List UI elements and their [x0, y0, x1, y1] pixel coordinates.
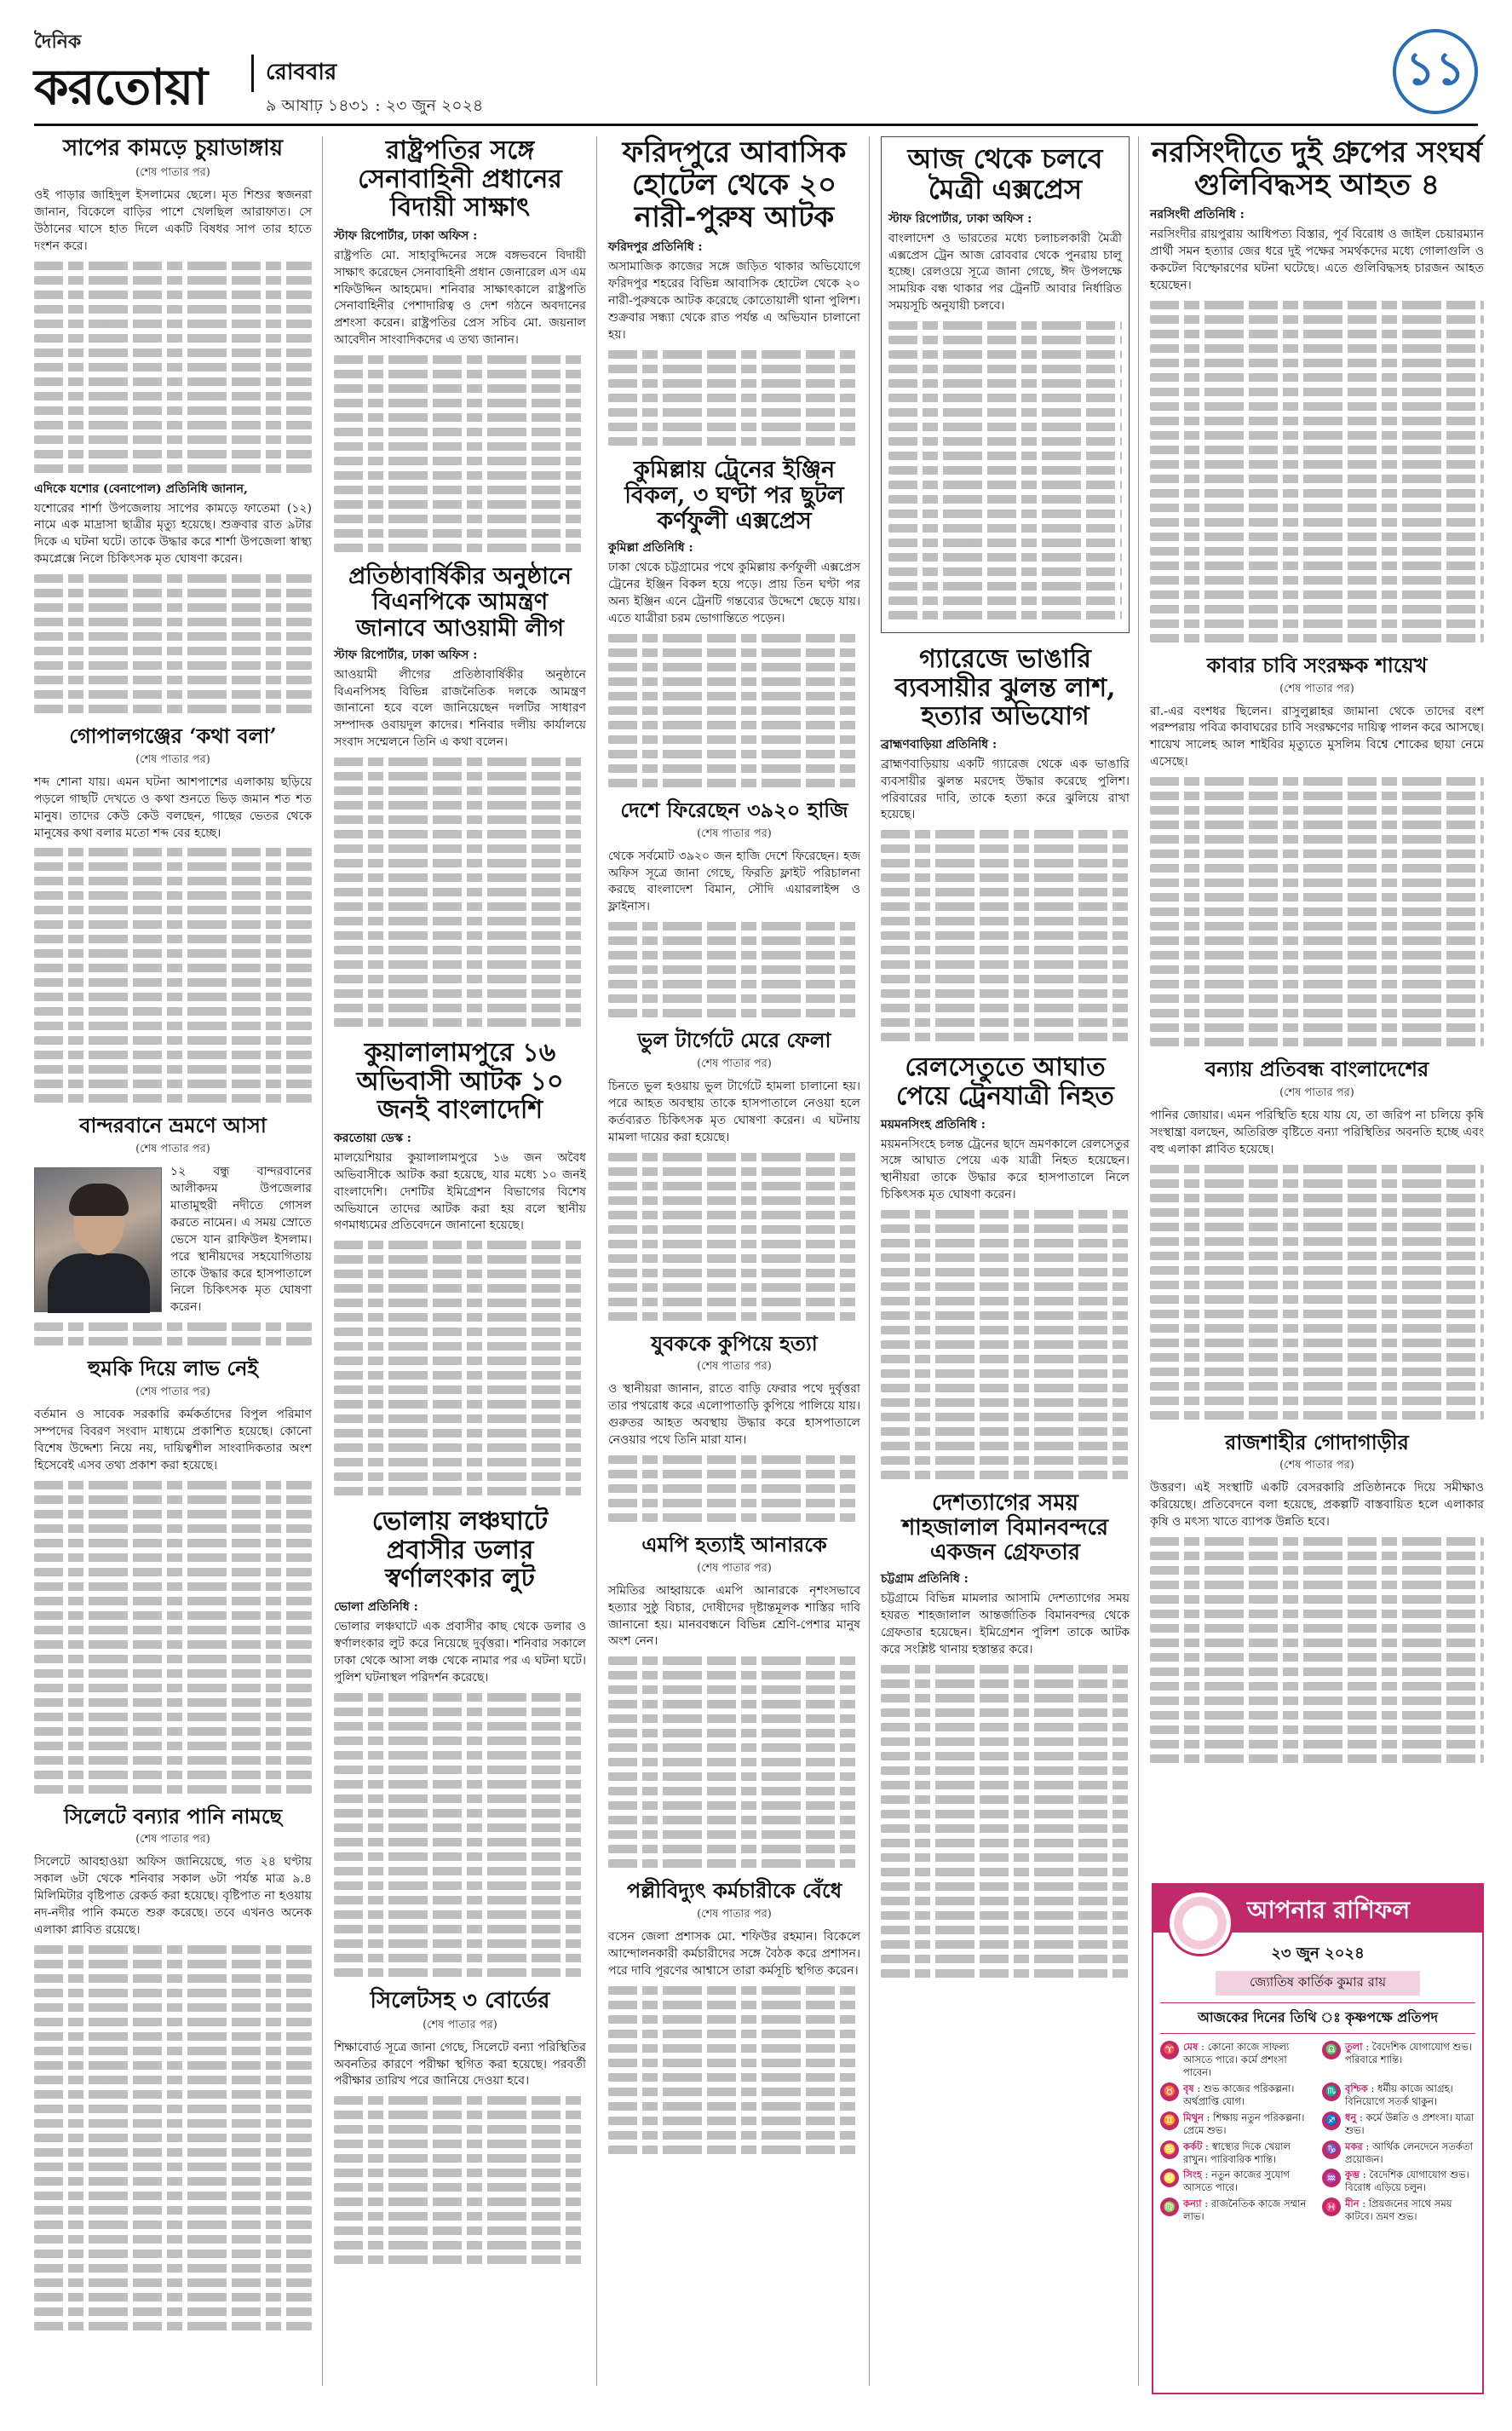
- zodiac-sign-item: [1160, 2140, 1314, 2166]
- zodiac-sign-item: [1322, 2140, 1475, 2166]
- article-body: ময়মনসিংহে চলন্ত ট্রেনের ছাদে ভ্রমণকালে রেলসেতুর সঙ্গে আঘাত পেয়ে এক যাত্রী নিহত হয়েছেন। স্থানীয়রা তাকে উদ্ধার করে হাসপাতালে নিলে চিকিৎসক মৃত ঘোষণা করেন।: [881, 1137, 1130, 1202]
- zodiac-sign-name: তুলা: [1345, 2041, 1363, 2053]
- headline: হুমকি দিয়ে লাভ নেই: [88, 1356, 258, 1381]
- zodiac-sign-text: [1183, 2140, 1314, 2166]
- paper-logo: করতোয়া: [34, 58, 208, 116]
- article-body: ওই পাড়ার জাহিদুল ইসলামের ছেলে। মৃত শিশুর স্বজনরা জানান, বিকেলে বাড়ির পাশে খেলছিল আরাফাত। সে উঠানের ঘাসে হাত দিলে একটি বিষধর সাপ তার হাতে দংশন করে।: [34, 188, 312, 253]
- article-rajshahi-godagari: [1150, 1429, 1484, 1764]
- continuation-note: (শেষ পাতার পর): [135, 752, 210, 766]
- zodiac-symbol-icon: ♉: [1160, 2082, 1179, 2101]
- article-hajj-return: [608, 799, 860, 1017]
- article-body: সমিতির আহ্বায়কে এমপি আনারকে নৃশংসভাবে হত্যার সুষ্ঠু বিচার, দোষীদের দৃষ্টান্তমূলক শাস্তির দাবি জানানো হয়। মানববন্ধনে বিভিন্ন শ্রেণি-পেশার মানুষ অংশ নেন।: [608, 1583, 860, 1649]
- horoscope-title: আপনার রাশিফল: [1247, 1896, 1411, 1924]
- continuation-note: (শেষ পাতার পর): [697, 1561, 772, 1575]
- continuation-note: (শেষ পাতার পর): [135, 166, 210, 180]
- article-body: মালয়েশিয়ার কুয়ালালামপুরে ১৬ জন অবৈধ অভিবাসীকে আটক করা হয়েছে, যার মধ্যে ১০ জনই বাংলাদেশি। দেশটির ইমিগ্রেশন বিভাগের বিশেষ অভিযানে তাদের আটক করা হয় বলে স্থানীয় গণমাধ্যমের প্রতিবেদনে জানানো হয়েছে।: [334, 1150, 586, 1233]
- zodiac-sign-text: [1183, 2082, 1314, 2108]
- news-photo: [34, 1167, 162, 1312]
- article-body: পানির জোয়ার। এমন পরিস্থিতি হয়ে যায় যে, তা জরিপ না চলিয়ে কৃষি সংস্থান্ত্রা বলছেন, অতিরিক্ত বৃষ্টিতে বন্যা পরিস্থিতির অবনতি হচ্ছে এবং বহু এলাকা প্লাবিত হয়েছে।: [1150, 1108, 1484, 1156]
- horoscope-box: [1152, 1883, 1484, 2394]
- continuation-note: (শেষ পাতার পর): [697, 827, 772, 840]
- zodiac-sign-name: বৃষ: [1183, 2082, 1194, 2094]
- article-body: রাষ্ট্রপতি মো. সাহাবুদ্দিনের সঙ্গে বঙ্গভবনে বিদায়ী সাক্ষাৎ করেছেন সেনাবাহিনী প্রধান জেনারেল এস এম শফিউদ্দিন আহমেদ। শনিবার সাক্ষাৎকালে রাষ্ট্রপতি সেনাবাহিনীর পেশাদারিত্ব ও দেশ গঠনে অবদানের প্রশংসা করেন। রাষ্ট্রপতির প্রেস সচিব মো. জয়নাল আবেদীন সাংবাদিকদের এ তথ্য জানান।: [334, 248, 586, 348]
- headline: কাবার চাবি সংরক্ষক শায়েখ: [1206, 652, 1428, 677]
- zodiac-wheel-icon: [1167, 1890, 1233, 1956]
- article-body: রা.-এর বংশধর ছিলেন। রাসুলুল্লাহর জামানা থেকে তাদের বংশ পরম্পরায় পবিত্র কাবাঘরের চাবি সংরক্ষণের দায়িত্ব পালন করে আসছে। শায়েখ সালেহ আল শাইবির মৃত্যুতে মুসলিম বিশ্বে শোকের ছায়া নেমে এসেছে।: [1150, 704, 1484, 769]
- zodiac-sign-text: [1183, 2041, 1314, 2079]
- continuation-note: (শেষ পাতার পর): [1279, 682, 1354, 695]
- byline: চট্টগ্রাম প্রতিনিধি :: [881, 1572, 969, 1587]
- article-body: ভোলার লঞ্চঘাটে এক প্রবাসীর কাছ থেকে ডলার ও স্বর্ণালংকার লুট করে নিয়েছে দুর্বৃত্তরা। শনিবার সকালে ঢাকা থেকে আসা লঞ্চ থেকে নামার পর এ ঘটনা ঘটে। পুলিশ ঘটনাস্থল পরিদর্শন করেছে।: [334, 1620, 586, 1685]
- article-president-army-chief: [334, 136, 586, 552]
- headline: রাষ্ট্রপতির সঙ্গে সেনাবাহিনী প্রধানের বিদায়ী সাক্ষাৎ: [358, 135, 562, 223]
- zodiac-sign-name: ধনু: [1345, 2111, 1357, 2123]
- continuation-note: (শেষ পাতার পর): [135, 1833, 210, 1846]
- article-comilla-train: [608, 458, 860, 787]
- tithi-line: আজকের দিনের তিথি ঃ কৃষ্ণপক্ষে প্রতিপদ: [1160, 2002, 1475, 2034]
- column-4: [881, 136, 1130, 1990]
- zodiac-sign-name: মিথুন: [1183, 2111, 1204, 2123]
- zodiac-sign-forecast: : শুভ কাজের পরিকল্পনা। অর্থপ্রাপ্তি যোগ।: [1183, 2082, 1295, 2107]
- article-body: থেকে সর্বমোট ৩৯২০ জন হাজি দেশে ফিরেছেন। হজ অফিস সূত্রে জানা গেছে, ফিরতি ফ্লাইট পরিচালনা করছে বাংলাদেশ বিমান, সৌদি এয়ারলাইন্স ও ফ্লাইনাস।: [608, 849, 860, 914]
- column-rule: [596, 136, 597, 2386]
- zodiac-symbol-icon: ♎: [1322, 2041, 1341, 2059]
- zodiac-symbol-icon: ♑: [1322, 2140, 1341, 2159]
- zodiac-symbol-icon: ♍: [1160, 2198, 1179, 2216]
- headline: বন্যায় প্রতিবন্ধ বাংলাদেশের: [1204, 1057, 1429, 1082]
- zodiac-sign-item: [1160, 2169, 1314, 2194]
- continuation-note: (শেষ পাতার পর): [135, 1385, 210, 1399]
- headline: আজ থেকে চলবে মৈত্রী এক্সপ্রেস: [907, 142, 1103, 205]
- zodiac-symbol-icon: ♓: [1322, 2198, 1341, 2216]
- headline: গোপালগঞ্জের ‘কথা বলা’: [69, 723, 277, 749]
- article-narsingdi-clash: [1150, 136, 1484, 642]
- article-body: অসামাজিক কাজের সঙ্গে জড়িত থাকার অভিযোগে ফরিদপুর শহরের বিভিন্ন আবাসিক হোটেল থেকে ২০ নারী-পুরুষকে আটক করেছে কোতোয়ালী থানা পুলিশ। শুক্রবার সন্ধ্যা থেকে রাত পর্যন্ত এ অভিযান চালানো হয়।: [608, 260, 860, 342]
- headline: দেশত্যাগের সময় শাহজালাল বিমানবন্দরে একজন গ্রেফতার: [901, 1490, 1109, 1566]
- byline: স্টাফ রিপোর্টার, ঢাকা অফিস :: [334, 648, 478, 662]
- column-2: [334, 136, 586, 2276]
- date-line: ৯ আষাঢ় ১৪৩১ : ২৩ জুন ২০২৪: [266, 96, 484, 115]
- horoscope-header: [1153, 1885, 1482, 1933]
- zodiac-sign-name: মীন: [1345, 2198, 1360, 2210]
- zodiac-symbol-icon: ♈: [1160, 2041, 1179, 2059]
- zodiac-sign-text: [1183, 2111, 1314, 2137]
- zodiac-sign-text: [1345, 2082, 1475, 2108]
- headline: কুয়ালালামপুরে ১৬ অভিবাসী আটক ১০ জনই বাংলাদেশি: [356, 1038, 564, 1126]
- zodiac-sign-item: [1322, 2111, 1475, 2137]
- byline: করতোয়া ডেস্ক :: [334, 1131, 411, 1145]
- article-kaaba-key: [1150, 654, 1484, 1046]
- zodiac-sign-forecast: : শিক্ষায় নতুন পরিকল্পনা। প্রেমে শুভ।: [1183, 2111, 1305, 2136]
- article-body: বাংলাদেশ ও ভারতের মধ্যে চলাচলকারী মৈত্রী এক্সপ্রেস ট্রেন আজ রোববার থেকে পুনরায় চালু হচ্ছে। রেলওয়ে সূত্রে জানা গেছে, ঈদ উপলক্ষে সাময়িক বন্ধ থাকার পর ট্রেনটি আবার নির্ধারিত সময়সূচি অনুযায়ী চলবে।: [888, 231, 1122, 314]
- continuation-note: (শেষ পাতার পর): [697, 1360, 772, 1374]
- headline: বান্দরবানে ভ্রমণে আসা: [79, 1113, 267, 1138]
- page-number: ১১: [1393, 29, 1478, 114]
- article-threat: [34, 1357, 312, 1793]
- headline: গ্যারেজে ভাঙারি ব্যবসায়ীর ঝুলন্ত লাশ, হত্যার অভিযোগ: [894, 644, 1116, 732]
- zodiac-sign-list: [1153, 2037, 1482, 2226]
- continuation-note: (শেষ পাতার পর): [697, 1057, 772, 1071]
- article-body: শিক্ষাবোর্ড সূত্রে জানা গেছে, সিলেটে বন্যা পরিস্থিতির অবনতির কারণে পরীক্ষা স্থগিত করা হয়েছে। পরবর্তী পরীক্ষার তারিখ পরে জানিয়ে দেওয়া হবে।: [334, 2040, 586, 2088]
- horoscope-author: জ্যোতিষ কার্তিক কুমার রায়: [1216, 1971, 1420, 1996]
- article-body: আওয়ামী লীগের প্রতিষ্ঠাবার্ষিকীর অনুষ্ঠানে বিএনপিসহ বিভিন্ন রাজনৈতিক দলকে আমন্ত্রণ জানানো হবে বলে জানিয়েছেন দলটির সাধারণ সম্পাদক ওবায়দুল কাদের। শনিবার দলীয় কার্যালয়ে সংবাদ সম্মেলনে তিনি এ কথা বলেন।: [334, 667, 586, 750]
- article-education-boards: [334, 1989, 586, 2265]
- article-rail-bridge: [881, 1053, 1130, 1479]
- zodiac-sign-name: বৃশ্চিক: [1345, 2082, 1368, 2094]
- article-body: ও স্থানীয়রা জানান, রাতে বাড়ি ফেরার পথে দুর্বৃত্তরা তার পথরোধ করে এলোপাতাড়ি কুপিয়ে পালিয়ে যায়। গুরুতর আহত অবস্থায় উদ্ধার করে হাসপাতালে নেওয়ার পথে তিনি মারা যান।: [608, 1382, 860, 1448]
- zodiac-sign-name: কর্কট: [1183, 2140, 1203, 2152]
- zodiac-sign-text: [1345, 2198, 1475, 2223]
- zodiac-sign-text: [1345, 2169, 1475, 2194]
- zodiac-sign-item: [1322, 2082, 1475, 2108]
- continuation-note: (শেষ পাতার পর): [423, 2018, 497, 2031]
- byline: স্টাফ রিপোর্টার, ঢাকা অফিস :: [888, 211, 1032, 226]
- zodiac-sign-name: মকর: [1345, 2140, 1363, 2152]
- headline: ভোলায় লঞ্চঘাটে প্রবাসীর ডলার স্বর্ণালংকার লুট: [371, 1506, 549, 1594]
- zodiac-sign-name: কন্যা: [1183, 2198, 1202, 2210]
- article-bandarban: [34, 1115, 312, 1345]
- article-snake-bite: [34, 136, 312, 713]
- zodiac-sign-text: [1345, 2111, 1475, 2137]
- zodiac-sign-forecast: : নতুন কাজের সুযোগ আসতে পারে।: [1183, 2169, 1291, 2194]
- horoscope-date: ২৩ জুন ২০২৪: [1271, 1944, 1365, 1962]
- column-rule: [1138, 136, 1139, 2386]
- zodiac-sign-item: [1322, 2198, 1475, 2223]
- article-talking-tree: [34, 725, 312, 1103]
- zodiac-symbol-icon: ♒: [1322, 2169, 1341, 2187]
- day-label: রোববার: [251, 55, 336, 92]
- headline: ফরিদপুরে আবাসিক হোটেল থেকে ২০ নারী-পুরুষ আটক: [622, 135, 847, 235]
- article-mp-anar: [608, 1531, 860, 1868]
- zodiac-sign-item: [1322, 2169, 1475, 2194]
- article-garage-body: [881, 645, 1130, 1041]
- zodiac-sign-item: [1160, 2198, 1314, 2223]
- zodiac-sign-forecast: : রাজনৈতিক কাজে সম্মান লাভ।: [1183, 2198, 1307, 2223]
- article-airport-arrest: [881, 1491, 1130, 1978]
- zodiac-sign-text: [1345, 2041, 1475, 2079]
- zodiac-sign-text: [1345, 2140, 1475, 2166]
- column-rule: [322, 136, 323, 2386]
- zodiac-symbol-icon: ♐: [1322, 2111, 1341, 2130]
- byline: স্টাফ রিপোর্টার, ঢাকা অফিস :: [334, 228, 478, 243]
- column-1: [34, 136, 312, 2342]
- byline: ফরিদপুর প্রতিনিধি :: [608, 240, 703, 255]
- continuation-note: (শেষ পাতার পর): [697, 1908, 772, 1921]
- headline: সাপের কামড়ে চুয়াডাঙ্গায়: [62, 135, 284, 161]
- zodiac-sign-item: [1160, 2041, 1314, 2079]
- headline: প্রতিষ্ঠাবার্ষিকীর অনুষ্ঠানে বিএনপিকে আমন্ত্রণ জানাবে আওয়ামী লীগ: [348, 563, 572, 642]
- zodiac-sign-text: [1183, 2198, 1314, 2223]
- continuation-note: (শেষ পাতার পর): [135, 1143, 210, 1156]
- continuation-note: (শেষ পাতার পর): [1279, 1459, 1354, 1472]
- article-body: সিলেটে আবহাওয়া অফিস জানিয়েছে, গত ২৪ ঘণ্টায় সকাল ৬টা থেকে শনিবার সকাল ৬টা পর্যন্ত মাত্র ৯.৪ মিলিমিটার বৃষ্টিপাত রেকর্ড করা হয়েছে। বৃষ্টিপাত না হওয়ায় নদ-নদীর পানি কমতে শুরু করেছে। তবে এখনও অনেক এলাকা প্লাবিত রয়েছে।: [34, 1855, 312, 1937]
- zodiac-sign-forecast: : কোনো কাজে সাফল্য আসতে পারে। কর্মে প্রশংসা পাবেন।: [1183, 2041, 1290, 2078]
- article-body: নরসিংদীর রায়পুরায় আধিপত্য বিস্তার, পূর্ব বিরোধ ও জাইল চেয়ারম্যান প্রার্থী সমন হত্যার জের ধরে দুই পক্ষের সমর্থকদের মধ্যে গোলাগুলি ও ককটেল বিস্ফোরণের ঘটনা ঘটেছে। এতে গুলিবিদ্ধসহ চারজন আহত হয়েছেন।: [1150, 228, 1484, 292]
- article-body: উত্তরণ। এই সংস্থাটি একটি বেসরকারি প্রতিষ্ঠানকে দিয়ে সমীক্ষাও করিয়েছে। প্রতিবেদনে বলা হয়েছে, প্রকল্পটি বাস্তবায়িত হলে এলাকার কৃষি ও মৎস্য খাতে ব্যাপক উন্নতি হবে।: [1150, 1481, 1484, 1529]
- zodiac-sign-item: [1160, 2111, 1314, 2137]
- byline: এদিকে যশোর (বেনাপোল) প্রতিনিধি জানান,: [34, 481, 248, 496]
- zodiac-sign-forecast: : স্বাস্থ্যের দিকে খেয়াল রাখুন। পারিবারিক শান্তি।: [1183, 2140, 1291, 2165]
- article-maitree-express: [881, 136, 1130, 633]
- zodiac-sign-forecast: : কর্মে উন্নতি ও প্রশংসা। যাত্রা শুভ।: [1345, 2111, 1475, 2136]
- headline: রেলসেতুতে আঘাত পেয়ে ট্রেনযাত্রী নিহত: [896, 1052, 1114, 1111]
- headline: ভুল টার্গেটে মেরে ফেলা: [637, 1028, 831, 1053]
- headline: রাজশাহীর গোদাগাড়ীর: [1225, 1429, 1409, 1455]
- column-5: [1150, 136, 1484, 1775]
- headline: যুবককে কুপিয়ে হত্যা: [651, 1330, 818, 1356]
- article-body: শব্দ শোনা যায়। এমন ঘটনা আশপাশের এলাকায় ছড়িয়ে পড়লে গাছটি দেখতে ও কথা শুনতে ভিড় জমান শত শত মানুষ। তাদের কেউ কেউ বলছেন, গাছের ভেতর থেকে মানুষের কথা বলার মতো শব্দ বের হচ্ছে।: [34, 775, 312, 840]
- zodiac-symbol-icon: ♏: [1322, 2082, 1341, 2101]
- zodiac-sign-forecast: : বৈদেশিক যোগাযোগ শুভ। পরিবারে শান্তি।: [1345, 2041, 1473, 2065]
- article-sylhet-flood: [34, 1803, 312, 2330]
- article-body: ব্রাহ্মণবাড়িয়ায় একটি গ্যারেজ থেকে এক ভাঙারি ব্যবসায়ীর ঝুলন্ত মরদেহ উদ্ধার করেছে পুলিশ। পরিবারের দাবি, তাকে হত্যা করে ঝুলিয়ে রাখা হয়েছে।: [881, 757, 1130, 822]
- byline: ব্রাহ্মণবাড়িয়া প্রতিনিধি :: [881, 737, 997, 752]
- byline: নরসিংদী প্রতিনিধি :: [1150, 208, 1245, 222]
- headline: কুমিল্লায় ট্রেনের ইঞ্জিন বিকল, ৩ ঘণ্টা পর ছুটল কর্ণফুলী এক্সপ্রেস: [624, 456, 844, 535]
- article-palli-bidyut: [608, 1880, 860, 2154]
- article-body: বসেন জেলা প্রশাসক মো. শফিউর রহমান। বিকেলে আন্দোলনকারী কর্মচারীদের সঙ্গে বৈঠক করে প্রশাসন। পরে দাবি পূরণের আশ্বাসে তারা কর্মসূচি স্থগিত করেন।: [608, 1930, 860, 1978]
- article-awami-league: [334, 564, 586, 1027]
- article-body: ঢাকা থেকে চট্টগ্রামের পথে কুমিল্লায় কর্ণফুলী এক্সপ্রেস ট্রেনের ইঞ্জিন বিকল হয়ে পড়ে। প্রায় তিন ঘণ্টা পর অন্য ইঞ্জিন এনে ট্রেনটি গন্তব্যের উদ্দেশে ছেড়ে যায়। এতে যাত্রীরা চরম ভোগান্তিতে পড়েন।: [608, 561, 860, 625]
- zodiac-sign-name: সিংহ: [1183, 2169, 1202, 2181]
- byline: কুমিল্লা প্রতিনিধি :: [608, 541, 693, 556]
- headline: এমপি হত্যাই আনারকে: [641, 1531, 827, 1557]
- article-flood-bangladesh: [1150, 1058, 1484, 1420]
- headline: সিলেটে বন্যার পানি নামছে: [63, 1803, 283, 1829]
- zodiac-sign-forecast: : আর্থিক লেনদেনে সতর্কতা প্রয়োজন।: [1345, 2140, 1473, 2165]
- zodiac-sign-name: মেষ: [1183, 2041, 1199, 2053]
- column-3: [608, 136, 860, 2166]
- article-youth-murder: [608, 1330, 860, 1522]
- article-wrong-target: [608, 1029, 860, 1320]
- article-kuala-lumpur: [334, 1039, 586, 1495]
- zodiac-sign-forecast: : ধর্মীয় কাজে আগ্রহ। বিনিয়োগে সতর্ক থাকুন।: [1345, 2082, 1453, 2107]
- zodiac-sign-text: [1183, 2169, 1314, 2194]
- article-body: যশোরের শার্শা উপজেলায় সাপের কামড়ে ফাতেমা (১২) নামে এক মাদ্রাসা ছাত্রীর মৃত্যু হয়েছে। শুক্রবার রাত ৯টার দিকে এ ঘটনা ঘটে। তাকে উদ্ধার করে শার্শা উপজেলা স্বাস্থ্য কমপ্লেক্সে নিলে চিকিৎসক মৃত ঘোষণা করেন।: [34, 501, 312, 567]
- article-faridpur-hotel: [608, 136, 860, 446]
- article-body: বর্তমান ও সাবেক সরকারি কর্মকর্তাদের বিপুল পরিমাণ সম্পদের বিবরণ সংবাদ মাধ্যমে প্রকাশিত হয়েছে। কোনো বিশেষ উদ্দেশ্য নিয়ে নয়, দায়িত্বশীল সাংবাদিকতার অংশ হিসেবেই এসব তথ্য প্রকাশ করা হয়েছে।: [34, 1408, 312, 1472]
- headline: নরসিংদীতে দুই গ্রুপের সংঘর্ষ গুলিবিদ্ধসহ আহত ৪: [1152, 135, 1482, 203]
- zodiac-sign-name: কুম্ভ: [1345, 2169, 1360, 2181]
- article-bhola-robbery: [334, 1507, 586, 1976]
- zodiac-symbol-icon: ♊: [1160, 2111, 1179, 2130]
- headline: দেশে ফিরেছেন ৩৯২০ হাজি: [620, 797, 848, 822]
- article-body: ১২ বন্ধু বান্দরবানের আলীকদম উপজেলার মাতামুহুরী নদীতে গোসল করতে নামেন। এ সময় স্রোতে ভেসে যান রাফিউল ইসলাম। পরে স্থানীয়দের সহযোগিতায় তাকে উদ্ধার করে হাসপাতালে নিলে চিকিৎসক মৃত ঘোষণা করেন।: [170, 1165, 312, 1315]
- zodiac-sign-forecast: : বৈদেশিক যোগাযোগ শুভ। বিরোধ এড়িয়ে চলুন।: [1345, 2169, 1469, 2194]
- byline: ময়মনসিংহ প্রতিনিধি :: [881, 1117, 986, 1132]
- zodiac-sign-item: [1322, 2041, 1475, 2079]
- continuation-note: (শেষ পাতার পর): [1279, 1086, 1354, 1099]
- byline: ভোলা প্রতিনিধি :: [334, 1600, 418, 1615]
- article-body: চিনতে ভুল হওয়ায় ভুল টার্গেটে হামলা চালানো হয়। পরে আহত অবস্থায় তাকে হাসপাতালে নেওয়া হলে কর্তব্যরত চিকিৎসক মৃত ঘোষণা করেন। এ ঘটনায় মামলা দায়ের করা হয়েছে।: [608, 1080, 860, 1144]
- column-rule: [869, 136, 870, 2386]
- headline: পল্লীবিদ্যুৎ কর্মচারীকে বেঁধে: [626, 1878, 842, 1904]
- paper-name-small: দৈনিক: [34, 31, 82, 53]
- article-body: চট্টগ্রামে বিভিন্ন মামলার আসামি দেশত্যাগের সময় হযরত শাহজালাল আন্তর্জাতিক বিমানবন্দর থেকে গ্রেফতার হয়েছেন। ইমিগ্রেশন পুলিশ তাকে আটক করে সংশ্লিষ্ট থানায় হস্তান্তর করে।: [881, 1592, 1130, 1656]
- zodiac-symbol-icon: ♋: [1160, 2140, 1179, 2159]
- masthead: [34, 24, 1478, 126]
- zodiac-sign-item: [1160, 2082, 1314, 2108]
- zodiac-sign-forecast: : প্রিয়জনের সাথে সময় কাটবে। ভ্রমণ শুভ।: [1345, 2198, 1452, 2223]
- zodiac-symbol-icon: ♌: [1160, 2169, 1179, 2187]
- headline: সিলেটসহ ৩ বোর্ডের: [370, 1987, 550, 2013]
